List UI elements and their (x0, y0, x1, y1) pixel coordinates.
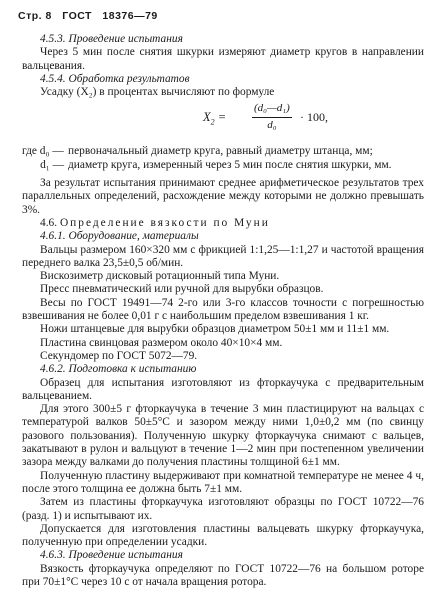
standard-label: ГОСТ (62, 10, 92, 22)
section-4-6-title: 4.6. Определение вязкости по Муни (40, 216, 270, 229)
paragraph: За результат испытания принимают среднее арифметическое результатов трех параллельных определений, расхождение между которыми не должно превышать 3%. (22, 177, 424, 216)
paragraph: Весы по ГОСТ 19491—74 2-го или 3-го классов точности с погрешностью взвешивания не более 0,01 г с наибольшим пределом взвешивания 1 кг. (22, 296, 424, 323)
standard-number: 18376—79 (102, 10, 158, 22)
definition-d1 (22, 159, 424, 172)
section-4-6-2-title: 4.6.2. Подготовка к испытанию (40, 363, 197, 376)
paragraph: Полученную пластину выдерживают при комнатной температуре не менее 4 ч, после этого толщина ее должна быть 7±1 мм. (22, 469, 424, 495)
formula-fraction (252, 102, 292, 132)
document-body (22, 33, 424, 589)
paragraph: Допускается для изготовления пластины вальцевать шкурку фторкаучука, полученную при определении усадки. (22, 522, 424, 549)
paragraph: Образец для испытания изготовляют из фторкаучука с предварительным вальцеванием. (22, 376, 424, 402)
paragraph: Для этого 300±5 г фторкаучука в течение 3 мин пластицируют на вальцах с температурой валков 50±5°С и зазором между ними 1,0±0,2 мм (по свинцу разового пользования). Полученную шкурку фторкаучука снимают с вальцев, закатывают в рулон и вальцуют в течение 1—2 мин при постепенном увеличении зазора между валками до получения пластины толщиной 6±1 мм. (22, 403, 424, 469)
section-4-5-3-title: 4.5.3. Проведение испытания (40, 33, 183, 45)
paragraph: Вязкость фторкаучука определяют по ГОСТ 10722—76 на большом роторе при 70±1°С через 10 с от начала вращения ротора. (22, 562, 424, 588)
definition-text: диаметр круга, измеренный через 5 мин после снятия шкурки, мм. (68, 158, 392, 171)
paragraph: Вискозиметр дисковый ротационный типа Муни. (40, 270, 280, 283)
paragraph: Через 5 мин после снятия шкурки измеряют диаметр кругов в направлении вальцевания. (22, 46, 424, 72)
paragraph: Усадку (X₂) в процентах вычисляют по формуле (40, 86, 275, 99)
formula-lhs: $X_2$ = (203, 110, 227, 127)
paragraph: Пресс пневматический или ручной для вырубки образцов. (40, 283, 324, 296)
paragraph: Пластина свинцовая размером около 40×10×4 мм. (40, 336, 283, 349)
shrinkage-formula (22, 101, 424, 141)
definition-text: первоначальный диаметр круга, равный диаметру штанца, мм; (68, 145, 373, 158)
section-4-5-4-title: 4.5.4. Обработка результатов (40, 72, 190, 85)
section-4-6-3-title: 4.6.3. Проведение испытания (40, 549, 183, 562)
definition-label: d₁ — (40, 158, 64, 171)
paragraph: Вальцы размером 160×320 мм с фрикцией 1:1,25—1:1,27 и частотой вращения переднего валка 23,5±0,5 об/мин. (22, 243, 424, 269)
section-4-6-1-title: 4.6.1. Оборудование, материалы (40, 230, 199, 243)
formula-multiplier: · 100, (300, 110, 328, 125)
definition-d0 (22, 145, 424, 158)
paragraph: Секундомер по ГОСТ 5072—79. (40, 349, 198, 362)
formula-denominator: d₀ (267, 118, 277, 131)
page-number: Стр. 8 (18, 10, 52, 22)
formula-numerator: (d₀—d₁) (252, 102, 292, 117)
paragraph: Затем из пластины фторкаучука изготовляют образцы по ГОСТ 10722—76 (разд. 1) и испытывают их. (22, 496, 424, 522)
page-header (18, 10, 165, 23)
paragraph: Ножи штанцевые для вырубки образцов диаметром 50±1 мм и 11±1 мм. (40, 323, 390, 336)
definition-label: где d₀ — (22, 145, 64, 158)
